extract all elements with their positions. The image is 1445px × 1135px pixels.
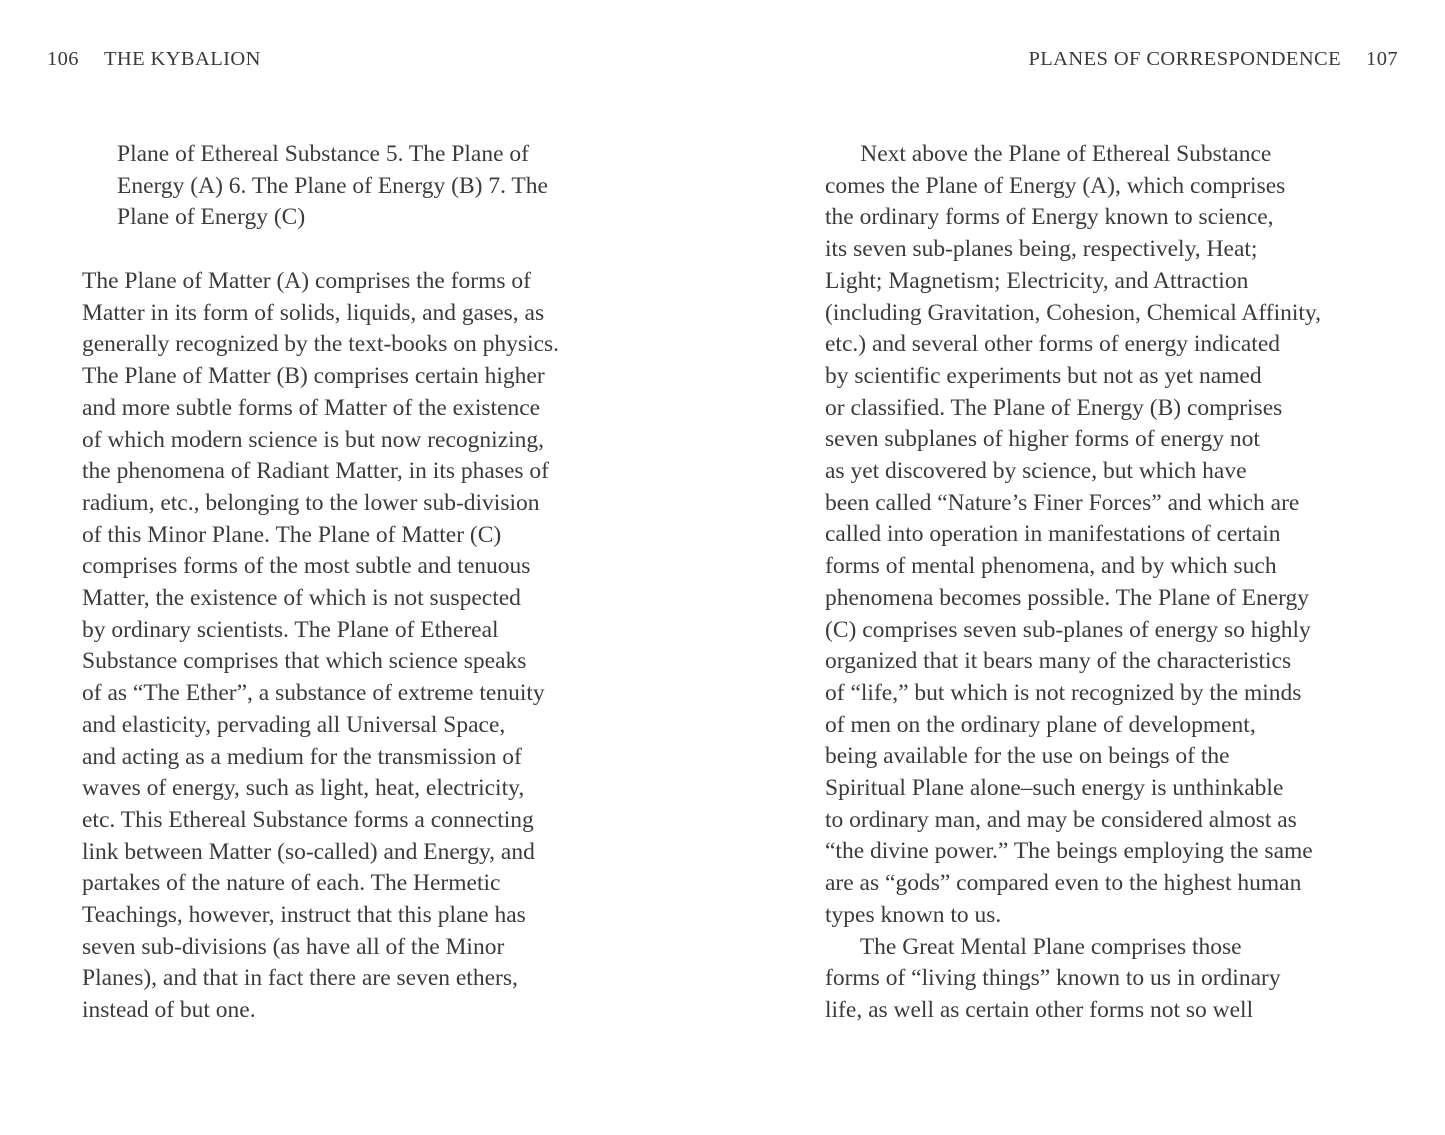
body-line: generally recognized by the text-books on physics. [82,331,560,358]
body-line: Spiritual Plane alone–such energy is unthinkable [825,775,1284,802]
left-body-text [82,266,559,1027]
body-line: Teachings, however, instruct that this plane has [82,902,526,929]
body-line: Substance comprises that which science speaks [82,648,527,675]
body-line: being available for the use on beings of the [825,743,1230,770]
body-line: The Great Mental Plane comprises those [825,933,1242,960]
body-line: the ordinary forms of Energy known to science, [825,204,1274,231]
body-line: comes the Plane of Energy (A), which comprises [825,172,1286,199]
body-line: by scientific experiments but not as yet named [825,362,1262,389]
body-line: or classified. The Plane of Energy (B) comprises [825,394,1283,421]
body-line: radium, etc., belonging to the lower sub-division [82,489,540,516]
body-line: (C) comprises seven sub-planes of energy so highly [825,616,1311,643]
body-line: forms of mental phenomena, and by which such [825,553,1277,580]
body-line: and elasticity, pervading all Universal Space, [82,711,506,738]
body-line: and acting as a medium for the transmission of [82,743,522,770]
left-page-number: 106 [47,48,79,70]
body-line: by ordinary scientists. The Plane of Ethereal [82,616,499,643]
body-line: Planes), and that in fact there are seven ethers, [82,965,518,992]
body-line: been called “Nature’s Finer Forces” and which are [825,489,1300,516]
body-line: types known to us. [825,901,1002,928]
body-line: as yet discovered by science, but which have [825,458,1247,485]
body-line: and more subtle forms of Matter of the existence [82,394,541,421]
body-line: of as “The Ether”, a substance of extreme tenuity [82,680,545,707]
body-line: partakes of the nature of each. The Hermetic [82,870,501,897]
body-line: seven sub-divisions (as have all of the Minor [82,933,505,960]
right-page-number: 107 [1366,48,1398,70]
body-line: waves of energy, such as light, heat, electricity, [82,775,525,802]
body-line: Light; Magnetism; Electricity, and Attraction [825,267,1249,294]
body-line: etc. This Ethereal Substance forms a connecting [82,806,534,833]
body-line: life, as well as certain other forms not so well [825,996,1254,1023]
body-line: Matter in its form of solids, liquids, and gases, as [82,299,545,326]
body-line: its seven sub-planes being, respectively, Heat; [825,236,1258,263]
quote-line: Energy (A) 6. The Plane of Energy (B) 7. The [117,172,548,199]
body-line: of “life,” but which is not recognized by the minds [825,679,1302,706]
body-line: called into operation in manifestations of certain [825,521,1281,548]
body-line: instead of but one. [82,997,256,1024]
body-line: are as “gods” compared even to the highest human [825,870,1302,897]
right-page-header [1028,47,1398,72]
quote-line: Plane of Energy (C) [117,204,306,231]
body-line: to ordinary man, and may be considered almost as [825,806,1297,833]
body-line: of men on the ordinary plane of development, [825,711,1256,738]
body-line: phenomena becomes possible. The Plane of Energy [825,584,1310,611]
body-line: of this Minor Plane. The Plane of Matter (C) [82,521,502,548]
body-line: The Plane of Matter (B) comprises certain higher [82,363,545,390]
body-line: seven subplanes of higher forms of energy not [825,426,1260,453]
body-line: “the divine power.” The beings employing the same [825,838,1313,865]
body-line: of which modern science is but now recognizing, [82,426,545,453]
body-line: the phenomena of Radiant Matter, in its phases of [82,458,549,485]
body-line: forms of “living things” known to us in ordinary [825,965,1281,992]
body-line: etc.) and several other forms of energy indicated [825,331,1281,358]
body-line: (including Gravitation, Cohesion, Chemical Affinity, [825,299,1322,326]
body-line: Next above the Plane of Ethereal Substance [825,141,1272,167]
body-line: The Plane of Matter (A) comprises the forms of [82,268,531,294]
right-body-text [825,139,1321,1027]
body-line: Matter, the existence of which is not suspected [82,585,521,612]
body-line: link between Matter (so-called) and Energy, and [82,838,535,865]
body-line: organized that it bears many of the characteristics [825,648,1292,675]
quote-line: Plane of Ethereal Substance 5. The Plane of [117,141,529,167]
right-running-title: PLANES OF CORRESPONDENCE [1028,48,1342,70]
quote-block [117,139,548,234]
left-running-title: THE KYBALION [103,48,261,70]
left-page-header [47,47,261,72]
body-line: comprises forms of the most subtle and tenuous [82,553,531,580]
